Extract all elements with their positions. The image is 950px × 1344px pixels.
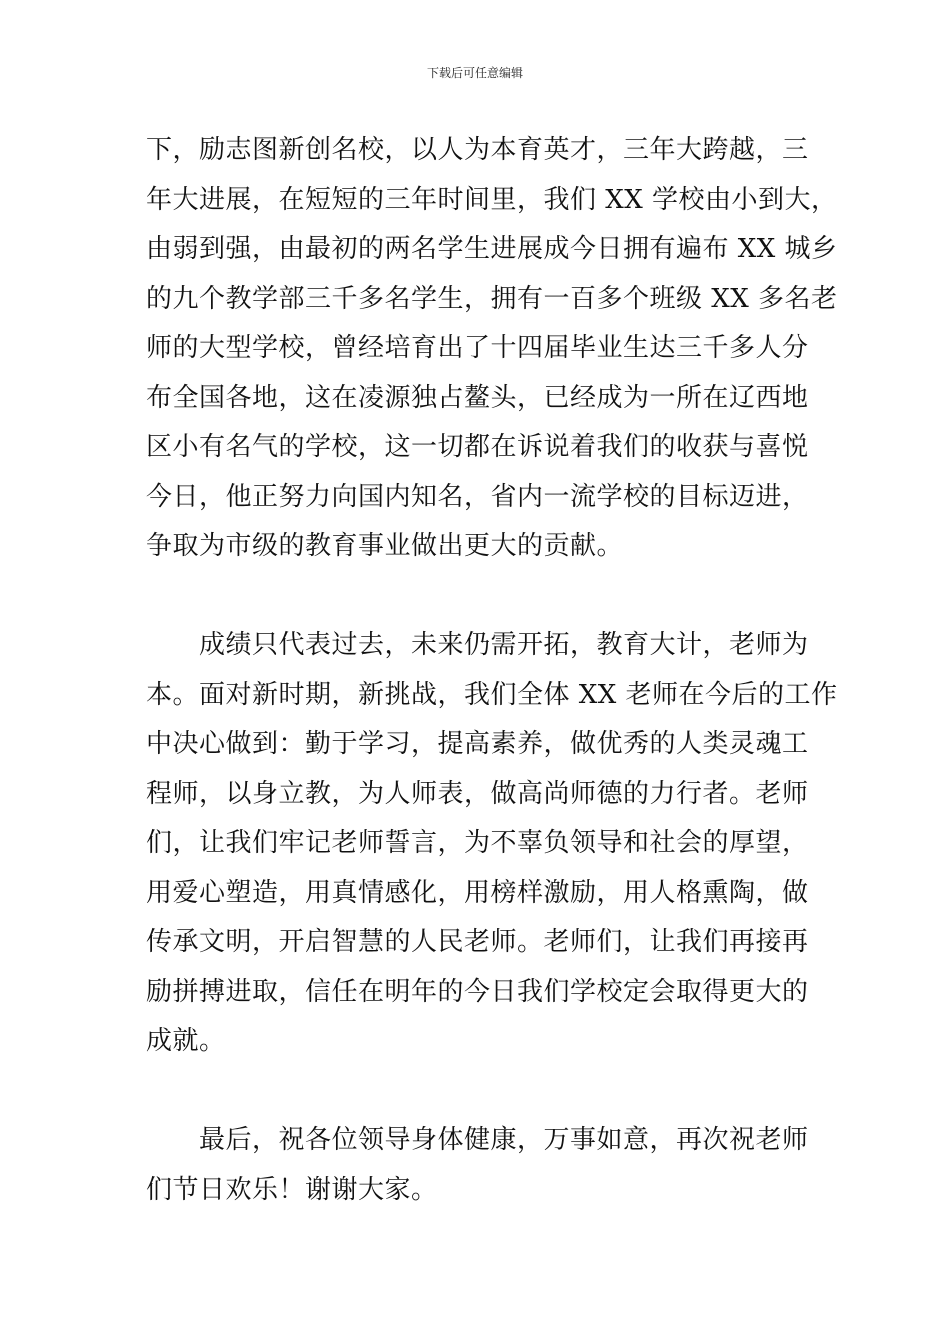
text-line: 成就。 [146, 1026, 226, 1056]
text-line: 今日，他正努力向国内知名，省内一流学校的目标迈进， [146, 481, 809, 512]
text-line: 的九个教学部三千多名学生，拥有一百多个班级 XX 多名老 [146, 283, 838, 314]
text-line: 传承文明，开启智慧的人民老师。老师们，让我们再接再 [146, 927, 809, 957]
text-line: 程师，以身立教，为人师表，做高尚师德的力行者。老师 [146, 778, 809, 809]
paragraph-spacer [146, 1067, 811, 1117]
text-line: 年大进展，在短短的三年时间里，我们 XX 学校由小到大， [146, 184, 838, 215]
text-line: 争取为市级的教育事业做出更大的贡献。 [146, 531, 624, 561]
text-line: 最后，祝各位领导身体健康，万事如意，再次祝老师 [146, 1125, 809, 1155]
text-line: 区小有名气的学校，这一切都在诉说着我们的收获与喜悦 [146, 432, 809, 462]
text-line: 下，励志图新创名校，以人为本育英才，三年大跨越，三 [146, 135, 809, 165]
paragraph-1 [146, 126, 838, 572]
document-body [146, 126, 838, 1215]
text-line: 布全国各地，这在凌源独占鳌头，已经成为一所在辽西地 [146, 382, 809, 413]
paragraph-2 [146, 621, 838, 1067]
text-line: 中决心做到：勤于学习，提高素养，做优秀的人类灵魂工 [146, 729, 809, 759]
text-line: 们，让我们牢记老师誓言，为不辜负领导和社会的厚望， [146, 828, 809, 858]
text-line: 由弱到强，由最初的两名学生进展成今日拥有遍布 XX 城乡 [146, 234, 838, 264]
page-header: 下载后可任意编辑 [426, 66, 523, 80]
text-line: 励拼搏进取，信任在明年的今日我们学校定会取得更大的 [146, 976, 809, 1007]
text-line: 本。面对新时期，新挑战，我们全体 XX 老师在今后的工作 [146, 679, 838, 710]
text-line: 用爱心塑造，用真情感化，用榜样激励，用人格熏陶，做 [146, 877, 809, 908]
text-line: 师的大型学校，曾经培育出了十四届毕业生达三千多人分 [146, 333, 809, 363]
paragraph-3 [146, 1116, 811, 1215]
text-line: 成绩只代表过去，未来仍需开拓，教育大计，老师为 [146, 630, 809, 660]
text-line: 们节日欢乐！谢谢大家。 [146, 1174, 438, 1205]
paragraph-spacer [146, 572, 811, 622]
